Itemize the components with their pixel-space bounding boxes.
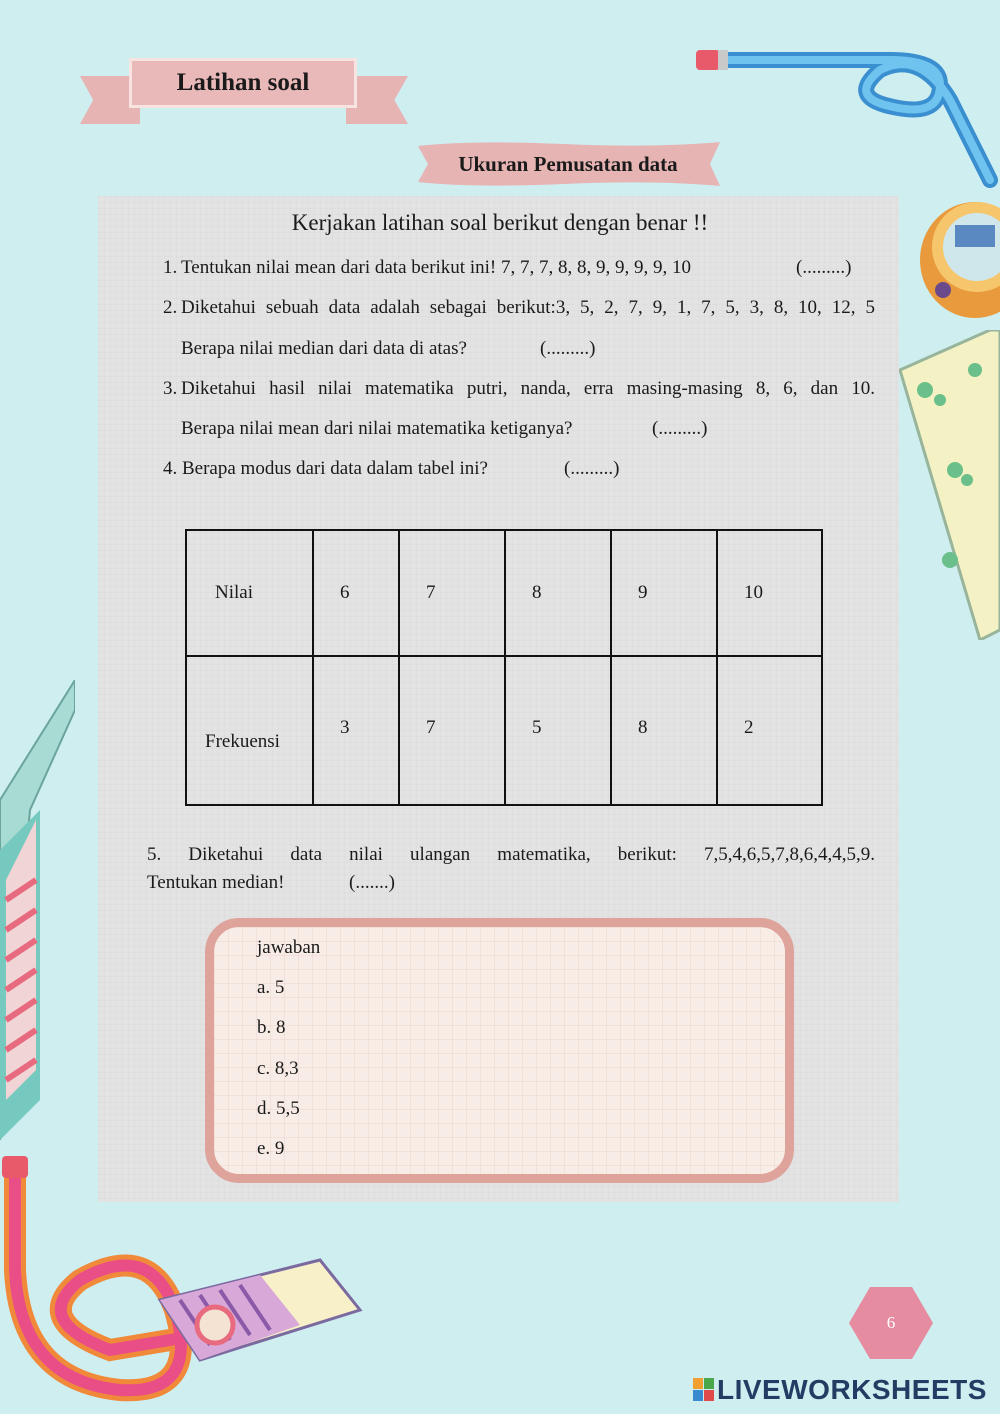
question-5-blank[interactable]: (.......) [349,872,395,893]
page-title: Latihan soal [129,58,357,108]
table-cell: 9 [611,530,717,656]
section-subtitle: Ukuran Pemusatan data [458,151,678,176]
table-header-nilai: Nilai [186,530,313,656]
question-5-text: 5. Diketahui data nilai ulangan matematika, berikut: 7,5,4,6,5,7,8,6,4,4,5,9. [147,844,875,865]
option-c[interactable]: c. 8,3 [257,1058,299,1079]
table-row [186,656,822,805]
table-cell: 8 [611,656,717,805]
question-3-text: Diketahui hasil nilai matematika putri, nanda, erra masing-masing 8, 6, dan 10. [181,378,875,399]
question-2-number: 2. [163,297,178,318]
table-row [186,530,822,656]
table-cell: 7 [399,656,505,805]
question-3-blank[interactable]: (.........) [652,418,708,439]
question-3-line2: Berapa nilai mean dari nilai matematika ketiganya? [181,418,573,439]
question-2-line2: Berapa nilai median dari data di atas? [181,338,467,359]
instruction-heading: Kerjakan latihan soal berikut dengan benar !! [291,210,709,235]
question-1-text: Tentukan nilai mean dari data berikut ini! 7, 7, 7, 8, 8, 9, 9, 9, 9, 10 [181,257,691,278]
table-cell: 8 [505,530,611,656]
question-1-number: 1. [163,257,178,278]
table-cell: 5 [505,656,611,805]
frequency-table [185,529,823,806]
table-cell: 2 [717,656,822,805]
brand-name: LIVEWORKSHEETS [717,1374,987,1405]
option-d[interactable]: d. 5,5 [257,1098,300,1119]
table-cell: 6 [313,530,399,656]
question-4-text: 4. Berapa modus dari data dalam tabel ini? [163,458,488,479]
question-1-blank[interactable]: (.........) [796,257,852,278]
ruler-illustration [895,330,1000,640]
answer-label: jawaban [257,937,321,958]
table-cell: 10 [717,530,822,656]
question-4-blank[interactable]: (.........) [564,458,620,479]
triangle-ruler-illustration [0,680,75,1150]
question-2-blank[interactable]: (.........) [540,338,596,359]
pencil-illustration [690,30,1000,200]
question-3-number: 3. [163,378,178,399]
table-cell: 7 [399,530,505,656]
option-a[interactable]: a. 5 [257,977,285,998]
question-5-line2: Tentukan median! [147,872,285,893]
table-header-frekuensi: Frekuensi [186,656,313,805]
question-2-text: Diketahui sebuah data adalah sebagai berikut:3, 5, 2, 7, 9, 1, 7, 5, 3, 8, 10, 12, 5 [181,297,875,318]
table-cell: 3 [313,656,399,805]
option-b[interactable]: b. 8 [257,1017,286,1038]
liveworksheets-logo-icon [693,1378,715,1402]
option-e[interactable]: e. 9 [257,1138,285,1159]
page-number: 6 [886,1313,896,1332]
